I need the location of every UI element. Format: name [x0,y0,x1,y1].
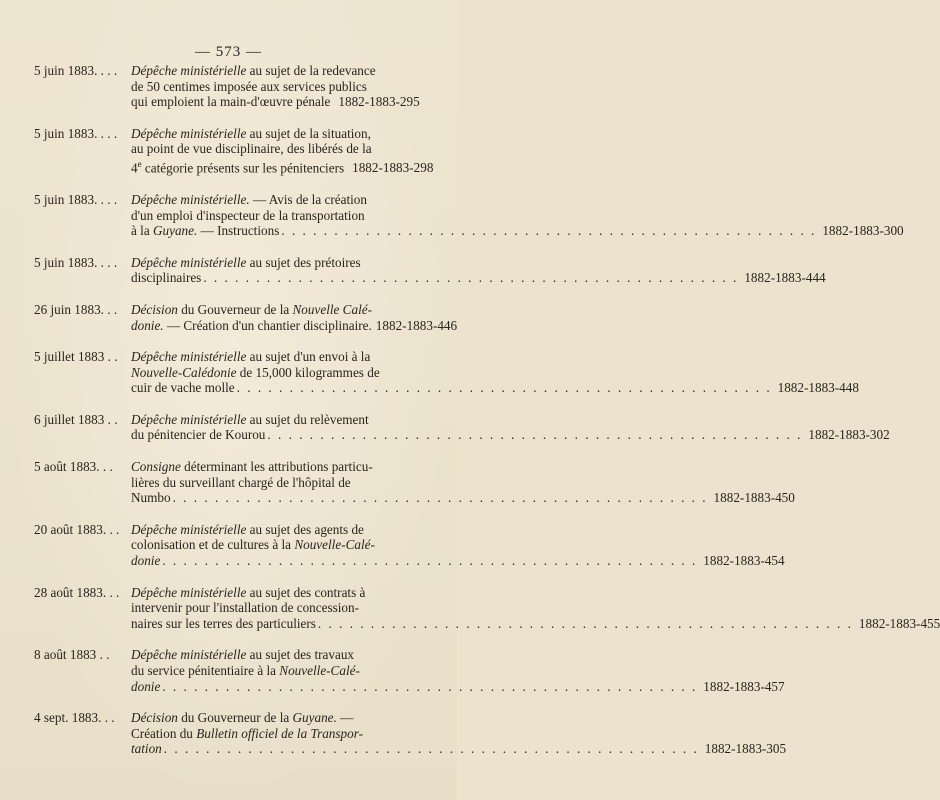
entry-date: 5 juin 1883. . . . [34,254,118,270]
text-segment: qui emploient la main-d'œuvre pénale [131,94,331,110]
entry-line [131,349,416,365]
list-item [0,411,890,443]
list-item [0,254,826,286]
text-segment: donie [131,678,161,694]
text-segment: catégorie présents sur les pénitenciers [141,160,345,176]
dot-leader [267,427,802,443]
entry-date: 5 juin 1883. . . . [34,191,118,207]
text-segment: disciplinaires [131,270,202,286]
text-segment: Nouvelle-Calé- [294,537,375,553]
reference-number: 1882-1883-302 [808,427,890,443]
reference-number: 1882-1883-300 [822,223,904,239]
text-segment: — Création d'un chantier disciplinaire. [163,317,372,333]
text-segment: d'un emploi d'inspecteur de la transportation [131,207,365,223]
entry-line [131,678,785,695]
text-segment: Création du [131,725,197,741]
entry-date: 4 sept. 1883. . . [34,710,115,726]
entry-description [131,710,787,757]
entry-line [131,412,416,428]
dot-leader [162,553,697,569]
text-segment: déterminant les attributions particu- [180,459,373,475]
entry-description [131,411,890,443]
entry-date: 5 juin 1883. . . . [34,63,118,78]
text-segment: du service pénitentiaire à la [131,663,280,679]
text-segment: Dépêche ministérielle [131,254,247,270]
text-segment: au sujet des agents de [246,521,364,537]
entry-date: 28 août 1883. . . [34,584,120,600]
text-segment: Dépêche ministérielle [131,521,247,537]
dot-leader [237,380,772,396]
dot-leader [203,270,738,286]
text-segment: Nouvelle Calé- [292,301,372,317]
text-segment: — [336,710,354,726]
text-segment: au point de vue disciplinaire, des libérés de la [131,141,372,157]
list-item [0,710,787,757]
text-segment: au sujet du relèvement [246,411,369,427]
entry-line [131,615,940,632]
dot-leader [164,741,699,757]
entry-line [131,365,416,381]
entry-description [131,349,859,396]
text-segment: Bulletin officiel de la Transpor- [196,725,363,741]
entry-date: 5 août 1883. . . [34,459,113,475]
text-segment: du Gouverneur de la [177,301,293,317]
text-segment: Dépêche ministérielle [131,63,247,78]
text-segment: Dépêche ministérielle [131,411,247,427]
entry-date: 5 juin 1883. . . . [34,125,118,141]
entry-line [131,192,416,208]
text-segment: tation [131,741,162,757]
text-segment: lières du surveillant chargé de l'hôpital de [131,474,351,490]
reference-number: 1882-1883-455 [858,615,940,631]
reference-number: 1882-1883-298 [352,160,434,176]
entry-line [131,710,416,726]
entry-line [131,663,416,679]
text-segment: — Avis de la création [249,191,367,207]
entry-description [131,521,785,569]
reference-number: 1882-1883-295 [338,94,420,110]
entry-line [131,302,416,318]
text-segment: naires sur les terres des particuliers [131,615,316,631]
text-segment: intervenir pour l'installation de concession- [131,600,359,616]
entry-line [131,522,416,538]
text-segment: Guyane. [292,710,337,726]
text-segment: Décision [131,301,178,317]
entry-line [131,79,416,95]
text-segment: Guyane. [152,223,198,239]
list-item [0,191,904,239]
reference-number: 1882-1883-450 [713,490,795,506]
text-segment: au sujet de la redevance [246,63,376,78]
list-item [0,647,785,694]
entry-line [131,553,785,569]
text-segment: 4 [131,160,138,176]
entry-line [131,490,795,506]
text-segment: du pénitencier de Kourou [131,427,266,443]
entry-line [131,126,416,142]
text-segment: Dépêche ministérielle [131,647,247,663]
dot-leader [281,223,816,239]
text-segment: Dépêche ministérielle [131,584,247,600]
text-segment: au sujet des contrats à [246,584,366,600]
dot-leader [162,679,697,695]
entry-description [131,459,795,506]
entry-line [131,270,826,286]
entry-description [131,191,904,239]
entry-line [131,427,890,443]
text-segment: — Instructions [197,223,280,239]
text-segment: Consigne [131,459,181,475]
list-item [0,126,457,176]
reference-number: 1882-1883-448 [777,380,859,396]
text-segment: de 50 centimes imposée aux services publics [131,78,367,94]
entry-line [131,537,416,553]
list-item [0,521,785,569]
list-item [0,349,859,396]
entry-line [131,475,416,491]
text-segment: au sujet d'un envoi à la [246,349,371,365]
text-segment: Dépêche ministérielle [131,125,247,141]
entry-date: 5 juillet 1883 . . [34,349,118,365]
text-segment: à la [131,223,153,239]
entry-line [131,459,416,475]
list-item [0,63,457,110]
reference-number: 1882-1883-305 [704,741,787,757]
entry-line [131,255,416,271]
entry-line [131,600,416,616]
dot-leader [173,490,708,506]
reference-number: 1882-1883-454 [703,553,785,569]
entry-date: 8 août 1883 . . [34,647,110,663]
reference-number: 1882-1883-446 [375,317,458,333]
reference-number: 1882-1883-457 [703,678,785,694]
text-segment: Décision [131,710,178,726]
entry-line [131,585,416,601]
list-item [0,302,457,333]
text-segment: de 15,000 kilogrammes de [236,364,380,380]
entry-date: 26 juin 1883. . . [34,301,118,317]
text-segment: Nouvelle-Calédonie [131,364,237,380]
entry-line [131,380,859,396]
text-segment: au sujet des prétoires [246,254,361,270]
text-segment: e [137,158,142,169]
text-segment: cuir de vache molle [131,380,235,396]
entry-list [0,63,940,773]
entry-description [131,301,458,333]
text-segment: Dépêche ministérielle. [131,191,250,207]
entry-line [131,141,416,157]
entry-line [131,647,416,663]
text-segment: Dépêche ministérielle [131,349,247,365]
entry-description [131,254,826,286]
entry-date: 20 août 1883. . . [34,521,120,537]
text-segment: Numbo [131,490,171,506]
entry-line [131,63,416,79]
entry-line [131,317,458,334]
entry-description [131,125,434,176]
entry-line [131,223,904,239]
text-segment: Nouvelle-Calé- [279,663,360,679]
text-segment: au sujet de la situation, [246,125,371,141]
entry-line [131,726,416,742]
page-number: — 573 — [195,44,262,60]
text-segment: donie. [131,317,164,333]
entry-line [131,208,416,224]
entry-description [131,63,420,110]
list-item [0,459,795,506]
entry-line [131,94,420,110]
text-segment: donie [131,553,161,569]
text-segment: au sujet des travaux [246,647,355,663]
reference-number: 1882-1883-444 [744,270,826,286]
text-segment: colonisation et de cultures à la [131,537,295,553]
list-item [0,584,940,632]
entry-line [131,157,434,176]
text-segment: du Gouverneur de la [177,710,293,726]
dot-leader [318,616,853,632]
entry-line [131,741,787,757]
entry-description [131,647,785,694]
entry-date: 6 juillet 1883 . . [34,411,118,427]
entry-description [131,584,940,632]
